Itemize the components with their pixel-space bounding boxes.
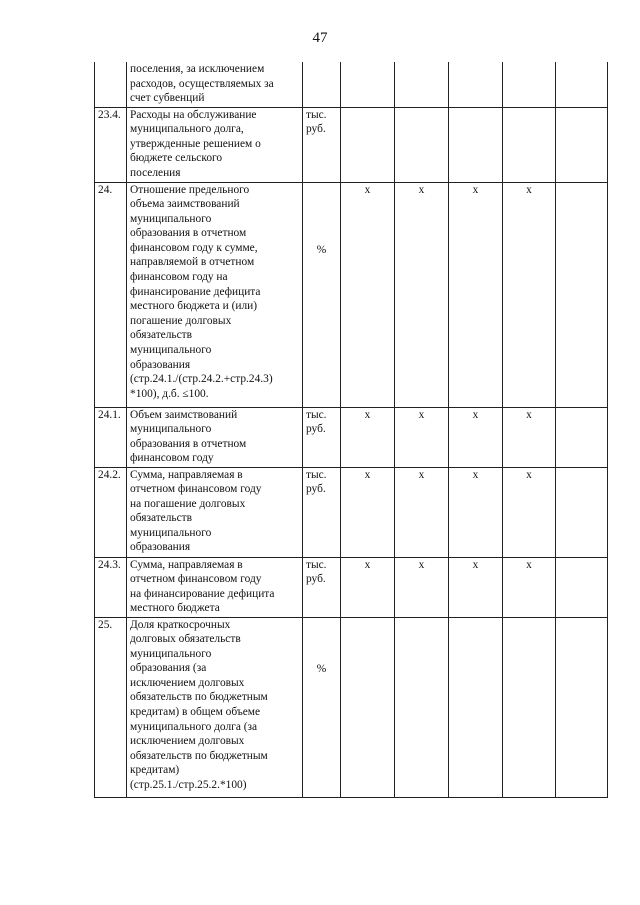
table-row <box>95 62 608 107</box>
value-cell <box>341 107 395 182</box>
value-cell <box>395 107 449 182</box>
value-cell <box>341 62 395 107</box>
value-cell: x <box>341 407 395 467</box>
page-number: 47 <box>312 30 328 46</box>
row-unit <box>303 62 341 107</box>
table-row <box>95 617 608 797</box>
row-unit: тыс. руб. <box>303 407 341 467</box>
value-cell: x <box>503 557 556 617</box>
value-cell: x <box>503 467 556 557</box>
value-cell: x <box>503 407 556 467</box>
row-unit: % <box>303 182 341 407</box>
row-unit: тыс. руб. <box>303 467 341 557</box>
row-name: Объем заимствований муниципального образования в отчетном финансовом году <box>127 407 303 467</box>
blank-cell <box>556 107 608 182</box>
table-row <box>95 107 608 182</box>
indicators-table <box>94 62 608 798</box>
row-name: Отношение предельного объема заимствований муниципального образования в отчетном финансовом году к сумме, направляемой в отчетном финансовом году на финансирование дефицита местного бюджета и (или) погашение долговых обязательств муниципального образования (стр.24.1./(стр.24.2.+стр.24.3) *100), д.б. ≤100. <box>127 182 303 407</box>
value-cell: x <box>449 557 503 617</box>
row-number: 23.4. <box>95 107 127 182</box>
row-number <box>95 62 127 107</box>
value-cell <box>503 62 556 107</box>
value-cell: x <box>395 467 449 557</box>
value-cell: x <box>395 407 449 467</box>
row-unit: % <box>303 617 341 797</box>
row-number: 25. <box>95 617 127 797</box>
blank-cell <box>556 557 608 617</box>
row-number: 24.2. <box>95 467 127 557</box>
value-cell <box>449 617 503 797</box>
blank-cell <box>556 407 608 467</box>
value-cell: x <box>449 182 503 407</box>
value-cell <box>449 62 503 107</box>
row-name: Сумма, направляемая в отчетном финансовом году на погашение долговых обязательств муниципального образования <box>127 467 303 557</box>
blank-cell <box>556 617 608 797</box>
row-number: 24. <box>95 182 127 407</box>
value-cell <box>503 107 556 182</box>
value-cell: x <box>341 467 395 557</box>
table-row <box>95 467 608 557</box>
value-cell: x <box>341 557 395 617</box>
value-cell <box>503 617 556 797</box>
table-row <box>95 557 608 617</box>
value-cell: x <box>503 182 556 407</box>
blank-cell <box>556 467 608 557</box>
value-cell: x <box>395 182 449 407</box>
value-cell <box>449 107 503 182</box>
row-unit: тыс. руб. <box>303 557 341 617</box>
value-cell <box>395 62 449 107</box>
value-cell: x <box>395 557 449 617</box>
row-name: Сумма, направляемая в отчетном финансовом году на финансирование дефицита местного бюджета <box>127 557 303 617</box>
value-cell: x <box>449 407 503 467</box>
row-unit: тыс. руб. <box>303 107 341 182</box>
blank-cell <box>556 62 608 107</box>
row-number: 24.3. <box>95 557 127 617</box>
value-cell <box>341 617 395 797</box>
value-cell <box>395 617 449 797</box>
value-cell: x <box>449 467 503 557</box>
table-row <box>95 182 608 407</box>
table-row <box>95 407 608 467</box>
row-name: Доля краткосрочных долговых обязательств муниципального образования (за исключением долговых обязательств по бюджетным кредитам) в общем объеме муниципального долга (за исключением долговых обязательств по бюджетным кредитам) (стр.25.1./стр.25.2.*100) <box>127 617 303 797</box>
row-name: Расходы на обслуживание муниципального долга, утвержденные решением о бюджете сельского поселения <box>127 107 303 182</box>
value-cell: x <box>341 182 395 407</box>
blank-cell <box>556 182 608 407</box>
row-number: 24.1. <box>95 407 127 467</box>
row-name: поселения, за исключением расходов, осуществляемых за счет субвенций <box>127 62 303 107</box>
